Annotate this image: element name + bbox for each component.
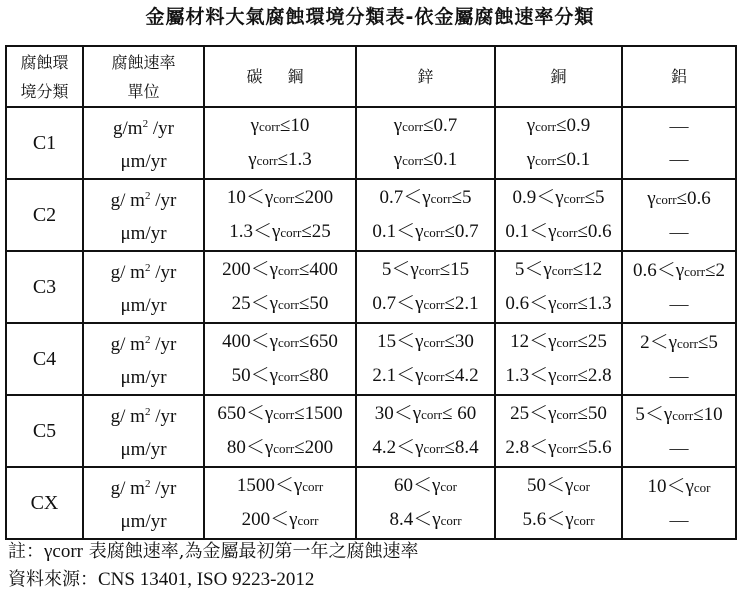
copper-cell <box>495 251 622 323</box>
gamma-symbol: γ <box>663 403 673 425</box>
unit-thickness: μm/yr <box>120 439 167 460</box>
gamma-symbol: γ <box>668 331 678 353</box>
unit-mass: g/ $m^2$ /yr <box>110 334 177 355</box>
rate-range: γcorr≤10 <box>250 115 310 136</box>
unit-mass: g/ $m^2$ /yr <box>110 190 177 211</box>
rate-range: 10＜γcor <box>647 475 711 497</box>
table-row <box>6 179 736 251</box>
rate-range: 5.6＜γcorr <box>522 509 595 530</box>
rate-range: γcorr≤1.3 <box>248 149 312 170</box>
gamma-symbol: γ <box>410 259 419 280</box>
table-row <box>6 467 736 539</box>
header-unit: 腐蝕速率 單位 <box>83 46 204 107</box>
rate-range: 50＜γcorr≤80 <box>231 365 329 386</box>
rate-range: 80＜γcorr≤200 <box>226 437 334 458</box>
aluminum-cell <box>622 107 736 179</box>
rate-range: 5＜γcorr≤10 <box>635 403 723 425</box>
gamma-symbol: γ <box>548 221 557 242</box>
gamma-symbol: γ <box>647 187 656 209</box>
table-row <box>6 323 736 395</box>
gamma-symbol: γ <box>264 403 274 424</box>
gamma-symbol: γ <box>415 365 424 386</box>
page-title: 金屬材料大氣腐蝕環境分類表-依金屬腐蝕速率分類 <box>145 6 595 28</box>
table-row <box>6 251 736 323</box>
header-aluminum: 鋁 <box>622 46 736 107</box>
gamma-symbol: γ <box>432 509 441 530</box>
gamma-symbol: γ <box>412 403 422 424</box>
gamma-symbol: γ <box>269 293 279 314</box>
gamma-symbol: γ <box>548 365 557 386</box>
source-line: 資料來源：CNS 13401, ISO 9223-2012 <box>8 569 315 590</box>
rate-range: 0.6＜γcorr≤1.3 <box>505 293 612 314</box>
gamma-symbol: γ <box>415 221 424 242</box>
rate-range: — <box>669 293 689 315</box>
rate-range: 200＜γcorr <box>241 509 319 530</box>
gamma-symbol: γ <box>393 149 403 170</box>
unit-thickness: μm/yr <box>120 511 167 532</box>
rate-range: 0.1＜γcorr≤0.7 <box>372 221 479 242</box>
env-class-cell: C1 <box>6 107 83 179</box>
rate-range: γcorr≤0.1 <box>526 149 591 170</box>
footnotes <box>8 538 418 594</box>
carbon-steel-cell <box>204 107 356 179</box>
gamma-symbol: γ <box>250 115 260 136</box>
carbon-steel-cell <box>204 179 356 251</box>
gamma-symbol: γ <box>271 221 281 242</box>
rate-range: 10＜γcorr≤200 <box>226 187 334 208</box>
unit-mass: g/ $m^2$ /yr <box>110 406 177 427</box>
rate-range: 50＜γcor <box>526 475 591 496</box>
rate-range: — <box>669 509 689 531</box>
unit-cell <box>83 395 204 467</box>
gamma-symbol: γ <box>248 149 257 170</box>
carbon-steel-cell <box>204 467 356 539</box>
aluminum-cell <box>622 251 736 323</box>
env-class-cell: C2 <box>6 179 83 251</box>
table-row <box>6 107 736 179</box>
unit-cell <box>83 107 204 179</box>
env-class-cell: CX <box>6 467 83 539</box>
rate-range: 0.6＜γcorr≤2 <box>632 259 726 281</box>
rate-range: 200＜γcorr≤400 <box>222 259 338 280</box>
gamma-symbol: γ <box>548 437 557 458</box>
rate-range: 5＜γcorr≤15 <box>381 259 470 280</box>
aluminum-cell <box>622 179 736 251</box>
unit-mass: $g/m^2$ /yr <box>113 118 174 139</box>
rate-range: 0.7＜γcorr≤5 <box>379 187 472 208</box>
unit-cell <box>83 467 204 539</box>
rate-range: 0.9＜γcorr≤5 <box>512 187 605 208</box>
zinc-cell <box>356 107 495 179</box>
rate-range: 30＜γcorr≤ 60 <box>374 403 477 424</box>
unit-cell <box>83 251 204 323</box>
table-header-row <box>6 46 736 107</box>
aluminum-cell <box>622 323 736 395</box>
gamma-symbol: γ <box>565 509 574 530</box>
gamma-symbol: γ <box>289 509 298 530</box>
rate-range: 25＜γcorr≤50 <box>510 403 607 424</box>
rate-range: γcorr≤0.6 <box>647 187 711 209</box>
rate-range: 2＜γcorr≤5 <box>640 331 718 353</box>
unit-thickness: μm/yr <box>120 223 167 244</box>
rate-range: — <box>669 116 689 137</box>
gamma-symbol: γ <box>415 331 424 352</box>
unit-cell <box>83 323 204 395</box>
gamma-symbol: γ <box>422 187 431 208</box>
rate-range: 2.8＜γcorr≤5.6 <box>505 437 612 458</box>
table-row <box>6 395 736 467</box>
zinc-cell <box>356 323 495 395</box>
carbon-steel-cell <box>204 395 356 467</box>
carbon-steel-cell <box>204 323 356 395</box>
unit-thickness: μm/yr <box>120 367 167 388</box>
rate-range: γcorr≤0.9 <box>526 115 591 136</box>
corrosion-classification-table <box>5 45 737 540</box>
header-env-class: 腐蝕環 境分類 <box>6 46 83 107</box>
header-carbon-steel: 碳 鋼 <box>204 46 356 107</box>
rate-range: — <box>669 221 689 243</box>
gamma-symbol: γ <box>548 403 557 424</box>
gamma-symbol: γ <box>269 331 279 352</box>
rate-range: 5＜γcorr≤12 <box>514 259 603 280</box>
gamma-symbol: γ <box>565 475 574 496</box>
rate-range: 15＜γcorr≤30 <box>377 331 474 352</box>
rate-range: 0.1＜γcorr≤0.6 <box>505 221 612 242</box>
unit-mass: g/ $m^2$ /yr <box>110 478 177 499</box>
rate-range: γcorr≤0.7 <box>393 115 458 136</box>
gamma-symbol: γ <box>269 365 279 386</box>
aluminum-cell <box>622 467 736 539</box>
copper-cell <box>495 179 622 251</box>
zinc-cell <box>356 467 495 539</box>
unit-mass: g/ $m^2$ /yr <box>110 262 177 283</box>
zinc-cell <box>356 251 495 323</box>
gamma-symbol: γ <box>415 293 424 314</box>
rate-range: 0.7＜γcorr≤2.1 <box>372 293 479 314</box>
rate-range: — <box>669 365 689 387</box>
gamma-symbol: γ <box>548 293 557 314</box>
copper-cell <box>495 395 622 467</box>
gamma-symbol: γ <box>269 259 279 280</box>
gamma-symbol: γ <box>548 331 557 352</box>
copper-cell <box>495 107 622 179</box>
rate-range: 1.3＜γcorr≤2.8 <box>505 365 612 386</box>
rate-range: 12＜γcorr≤25 <box>510 331 607 352</box>
copper-cell <box>495 323 622 395</box>
rate-range: 650＜γcorr≤1500 <box>217 403 343 424</box>
header-copper: 銅 <box>495 46 622 107</box>
unit-cell <box>83 179 204 251</box>
rate-range: 1500＜γcorr <box>236 475 324 496</box>
rate-range: 8.4＜γcorr <box>389 509 462 530</box>
gamma-symbol: γ <box>555 187 564 208</box>
rate-range: 60＜γcor <box>393 475 458 496</box>
zinc-cell <box>356 179 495 251</box>
gamma-symbol: γ <box>432 475 441 496</box>
gamma-symbol: γ <box>526 115 536 136</box>
rate-range: 4.2＜γcorr≤8.4 <box>372 437 479 458</box>
gamma-symbol: γ <box>543 259 552 280</box>
rate-range: γcorr≤0.1 <box>393 149 458 170</box>
env-class-cell: C3 <box>6 251 83 323</box>
gamma-symbol: γ <box>264 187 274 208</box>
gamma-symbol: γ <box>264 437 274 458</box>
header-zinc: 鋅 <box>356 46 495 107</box>
gamma-symbol: γ <box>393 115 403 136</box>
unit-thickness: μm/yr <box>120 295 167 316</box>
rate-range: — <box>669 149 689 170</box>
env-class-cell: C4 <box>6 323 83 395</box>
rate-range: 25＜γcorr≤50 <box>231 293 329 314</box>
gamma-symbol: γ <box>685 475 694 497</box>
aluminum-cell <box>622 395 736 467</box>
gamma-symbol: γ <box>675 259 685 281</box>
gamma-symbol: γ <box>293 475 303 496</box>
env-class-cell: C5 <box>6 395 83 467</box>
rate-range: 1.3＜γcorr≤25 <box>229 221 331 242</box>
gamma-symbol: γ <box>526 149 536 170</box>
gamma-symbol: γ <box>415 437 424 458</box>
rate-range: 400＜γcorr≤650 <box>222 331 338 352</box>
rate-range: — <box>669 437 689 459</box>
copper-cell <box>495 467 622 539</box>
rate-range: 2.1＜γcorr≤4.2 <box>372 365 479 386</box>
note-line: 註：γcorr 表腐蝕速率,為金屬最初第一年之腐蝕速率 <box>8 541 419 562</box>
carbon-steel-cell <box>204 251 356 323</box>
unit-thickness: μm/yr <box>120 151 167 172</box>
zinc-cell <box>356 395 495 467</box>
gamma-symbol: γ <box>44 541 53 562</box>
